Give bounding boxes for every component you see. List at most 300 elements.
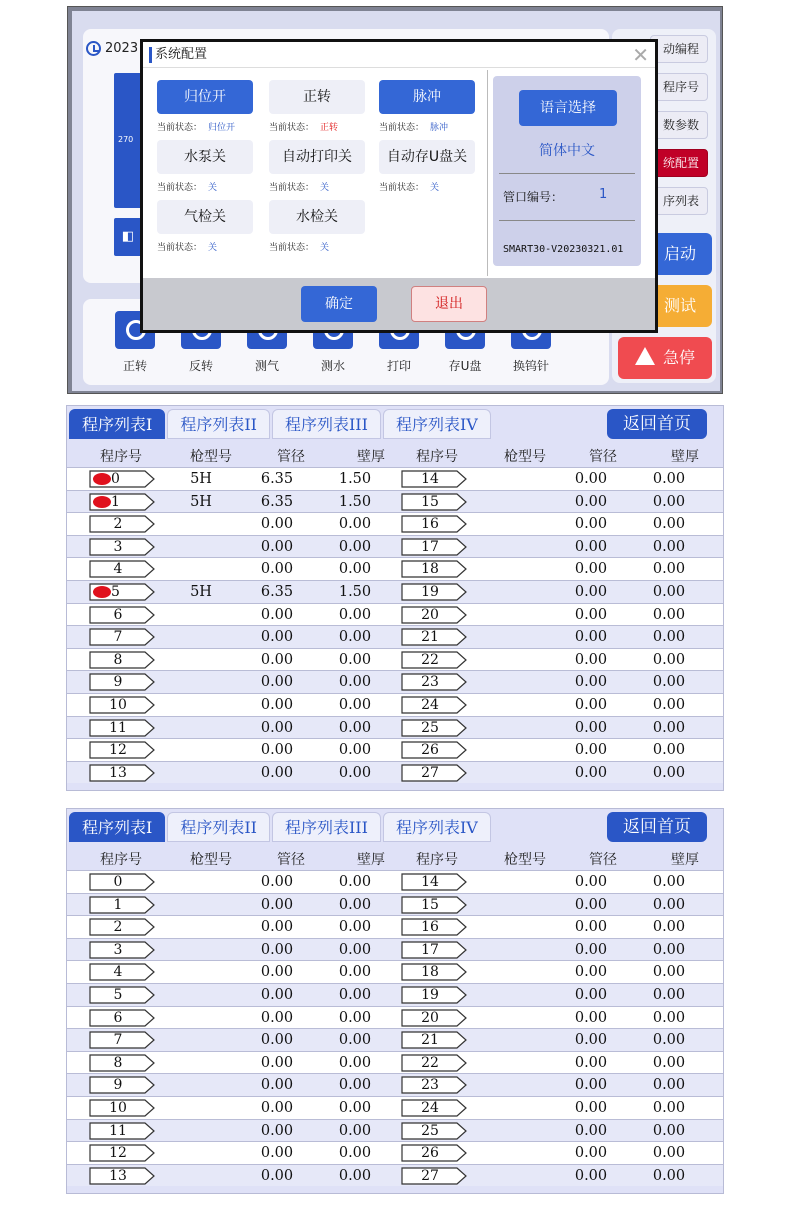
bottom-button-label: 换钨针 <box>512 359 549 373</box>
config-toggle-button[interactable]: 自动打印关 <box>269 140 365 174</box>
switch-grid <box>149 74 483 274</box>
pipe-diameter: 0.00 <box>260 764 294 781</box>
gun-model: 5H <box>190 583 212 600</box>
pipe-diameter: 0.00 <box>574 1032 608 1049</box>
gun-model <box>483 468 543 490</box>
bottom-button-label: 打印 <box>386 359 411 373</box>
program-number-button[interactable] <box>89 696 155 714</box>
status-value: 关 <box>430 183 440 193</box>
wall-thickness: 0.00 <box>338 964 372 981</box>
test-button[interactable]: 测试 <box>618 285 712 327</box>
language-select-button[interactable]: 语言选择 <box>519 90 617 126</box>
column-header: 枪型号 <box>190 449 232 465</box>
pipe-diameter: 0.00 <box>574 1099 608 1116</box>
program-number: 1 <box>111 493 120 510</box>
tab-program-list[interactable]: 程序列表III <box>272 812 381 842</box>
ok-button[interactable]: 确定 <box>301 286 377 322</box>
start-button[interactable]: 启动 <box>618 233 712 275</box>
gun-model <box>171 694 231 716</box>
program-number-button[interactable] <box>89 1167 155 1185</box>
pipe-diameter: 0.00 <box>574 764 608 781</box>
wall-thickness: 0.00 <box>652 919 686 936</box>
pipe-diameter: 6.35 <box>260 471 294 487</box>
program-number-button[interactable] <box>401 1099 467 1117</box>
gun-model <box>171 717 231 739</box>
wall-thickness: 0.00 <box>338 674 372 691</box>
program-number: 19 <box>421 583 439 600</box>
gun-model <box>171 626 231 648</box>
close-icon[interactable]: ✕ <box>632 43 649 67</box>
table-row <box>67 870 723 893</box>
system-config-dialog <box>140 39 658 333</box>
table-row <box>67 535 723 558</box>
wall-thickness: 0.00 <box>652 1032 686 1049</box>
table-row <box>67 960 723 983</box>
program-number: 2 <box>113 516 123 533</box>
pipe-diameter: 0.00 <box>574 941 608 958</box>
pipe-diameter: 0.00 <box>260 606 294 623</box>
program-number: 19 <box>421 986 439 1003</box>
config-toggle-button[interactable]: 归位开 <box>157 80 253 114</box>
program-number-button[interactable] <box>89 515 155 533</box>
wall-thickness: 0.00 <box>652 719 686 736</box>
pipe-diameter: 0.00 <box>574 874 608 890</box>
program-number-button[interactable] <box>401 1076 467 1094</box>
program-number: 24 <box>421 696 439 713</box>
bottom-button-label: 反转 <box>188 359 213 373</box>
clock-icon <box>86 41 101 56</box>
tab-program-list[interactable]: 程序列表IV <box>383 812 491 842</box>
gun-model <box>171 1007 231 1029</box>
pipe-diameter: 0.00 <box>260 516 294 533</box>
program-number-button[interactable] <box>401 673 467 691</box>
program-number-button[interactable] <box>89 560 155 578</box>
pipe-diameter: 0.00 <box>574 1145 608 1162</box>
gun-model <box>171 1029 231 1051</box>
program-number: 15 <box>421 896 439 913</box>
pipe-diameter: 0.00 <box>260 674 294 691</box>
wall-thickness: 0.00 <box>652 1054 686 1071</box>
wall-thickness: 0.00 <box>338 919 372 936</box>
program-number: 14 <box>421 874 439 890</box>
gun-model <box>171 604 231 626</box>
pipe-diameter: 0.00 <box>574 896 608 913</box>
pipe-diameter: 0.00 <box>260 1167 294 1184</box>
right-menu-item[interactable]: 动编程 <box>650 35 708 63</box>
wall-thickness: 0.00 <box>338 538 372 555</box>
program-number-button[interactable] <box>89 1122 155 1140</box>
gun-model <box>171 939 231 961</box>
wall-thickness: 0.00 <box>338 896 372 913</box>
column-header: 管径 <box>589 852 617 868</box>
program-number-button[interactable] <box>89 493 155 511</box>
program-number: 20 <box>421 1009 439 1026</box>
table-row <box>67 648 723 671</box>
gun-model <box>483 1052 543 1074</box>
gun-model <box>171 1142 231 1164</box>
exit-button[interactable]: 退出 <box>411 286 487 322</box>
program-number-button[interactable] <box>401 583 467 601</box>
table-row <box>67 1164 723 1187</box>
program-number: 9 <box>113 674 123 691</box>
program-number-button[interactable] <box>89 538 155 556</box>
status-prefix: 当前状态： <box>379 123 425 133</box>
column-header: 壁厚 <box>671 852 699 868</box>
wall-thickness: 0.00 <box>338 1032 372 1049</box>
tab-program-list[interactable]: 程序列表III <box>272 409 381 439</box>
pipe-diameter: 0.00 <box>574 1054 608 1071</box>
column-header: 程序号 <box>416 449 458 465</box>
table-row <box>67 1028 723 1051</box>
program-number-button[interactable] <box>401 1167 467 1185</box>
program-number: 14 <box>421 471 439 487</box>
program-number-button[interactable] <box>401 764 467 782</box>
program-number-button[interactable] <box>89 1099 155 1117</box>
wall-thickness: 1.50 <box>338 471 372 487</box>
hmi-main-screen <box>67 6 723 394</box>
wall-thickness: 0.00 <box>652 1145 686 1162</box>
gun-model <box>483 871 543 893</box>
program-number: 13 <box>109 764 127 781</box>
gun-model <box>483 739 543 761</box>
program-number-button[interactable] <box>401 493 467 511</box>
table-row <box>67 938 723 961</box>
program-number: 17 <box>421 538 439 555</box>
program-number: 12 <box>109 1145 127 1162</box>
pipe-diameter: 0.00 <box>574 651 608 668</box>
toggle-status <box>379 180 439 193</box>
pipe-diameter: 0.00 <box>260 1009 294 1026</box>
config-toggle-button[interactable]: 脉冲 <box>379 80 475 114</box>
wall-thickness: 0.00 <box>338 1167 372 1184</box>
gun-model <box>171 1165 231 1187</box>
program-number-button[interactable] <box>89 651 155 669</box>
program-number: 21 <box>421 629 439 646</box>
status-value: 脉冲 <box>430 123 449 133</box>
port-value[interactable]: 1 <box>599 187 608 202</box>
pipe-diameter: 0.00 <box>260 919 294 936</box>
program-number-button[interactable] <box>89 986 155 1004</box>
wall-thickness: 0.00 <box>652 471 686 487</box>
pipe-diameter: 0.00 <box>574 471 608 487</box>
program-number-button[interactable] <box>89 1054 155 1072</box>
program-number: 27 <box>421 764 439 781</box>
program-number-button[interactable] <box>401 719 467 737</box>
column-header: 管径 <box>589 449 617 465</box>
wall-thickness: 0.00 <box>338 1054 372 1071</box>
gun-model <box>171 1074 231 1096</box>
program-number-button[interactable] <box>89 470 155 488</box>
column-header: 壁厚 <box>671 449 699 465</box>
table-row <box>67 1096 723 1119</box>
column-header: 壁厚 <box>357 852 385 868</box>
program-number-button[interactable] <box>401 918 467 936</box>
firmware-version: SMART30-V20230321.01 <box>503 244 624 255</box>
program-number-button[interactable] <box>89 583 155 601</box>
pipe-diameter: 0.00 <box>574 719 608 736</box>
status-prefix: 当前状态： <box>157 183 203 193</box>
program-number: 11 <box>109 719 127 736</box>
status-prefix: 当前状态： <box>379 183 425 193</box>
gun-model <box>171 916 231 938</box>
program-number-button[interactable] <box>89 963 155 981</box>
wall-thickness: 0.00 <box>652 583 686 600</box>
program-number-button[interactable] <box>89 719 155 737</box>
pipe-diameter: 0.00 <box>260 964 294 981</box>
gun-model <box>171 536 231 558</box>
program-number-button[interactable] <box>401 1031 467 1049</box>
gun-model <box>483 513 543 535</box>
program-number-button[interactable] <box>89 873 155 891</box>
panel-icon: ◧ <box>121 229 135 244</box>
pipe-diameter: 0.00 <box>574 606 608 623</box>
program-number: 18 <box>421 964 439 981</box>
program-number-button[interactable] <box>401 1122 467 1140</box>
program-number: 8 <box>113 651 123 668</box>
table-row <box>67 670 723 693</box>
pipe-diameter: 0.00 <box>574 742 608 759</box>
config-toggle-button[interactable]: 自动存U盘关 <box>379 140 475 174</box>
pipe-diameter: 0.00 <box>260 1122 294 1139</box>
pipe-diameter: 0.00 <box>260 742 294 759</box>
wall-thickness: 0.00 <box>652 1167 686 1184</box>
gun-model <box>171 739 231 761</box>
emergency-stop-button[interactable] <box>618 337 712 379</box>
program-number-button[interactable] <box>89 741 155 759</box>
wall-thickness: 0.00 <box>652 896 686 913</box>
program-number-button[interactable] <box>89 1144 155 1162</box>
axis-value: 270 <box>118 135 134 144</box>
tab-program-list[interactable]: 程序列表I <box>69 409 165 439</box>
tab-program-list[interactable]: 程序列表I <box>69 812 165 842</box>
program-number-button[interactable] <box>401 651 467 669</box>
program-number-button[interactable] <box>401 515 467 533</box>
program-number: 10 <box>109 1099 127 1116</box>
program-number-button[interactable] <box>89 918 155 936</box>
program-number-button[interactable] <box>401 986 467 1004</box>
program-number: 0 <box>113 874 123 890</box>
program-number-button[interactable] <box>401 628 467 646</box>
status-prefix: 当前状态： <box>269 183 315 193</box>
table-row <box>67 580 723 603</box>
gun-model <box>483 1120 543 1142</box>
toggle-status <box>157 120 235 133</box>
status-value: 关 <box>208 243 218 253</box>
date-time <box>86 41 138 56</box>
tab-bar <box>69 812 493 842</box>
wall-thickness: 0.00 <box>652 941 686 958</box>
wall-thickness: 0.00 <box>652 516 686 533</box>
pipe-diameter: 0.00 <box>260 1054 294 1071</box>
program-number: 3 <box>113 538 123 555</box>
program-number: 23 <box>421 674 439 691</box>
wall-thickness: 1.50 <box>338 493 372 510</box>
program-number-button[interactable] <box>401 560 467 578</box>
program-number-button[interactable] <box>89 1009 155 1027</box>
program-number-button[interactable] <box>401 470 467 488</box>
pipe-diameter: 0.00 <box>574 1167 608 1184</box>
dialog-title: 系统配置 <box>143 42 655 68</box>
program-number-button[interactable] <box>401 873 467 891</box>
program-number: 5 <box>113 986 123 1003</box>
program-number: 16 <box>421 516 439 533</box>
status-prefix: 当前状态： <box>157 243 203 253</box>
pipe-diameter: 0.00 <box>574 674 608 691</box>
pipe-diameter: 0.00 <box>574 919 608 936</box>
wall-thickness: 0.00 <box>338 874 372 890</box>
gun-model <box>483 961 543 983</box>
right-menu-item[interactable]: 序列表 <box>650 187 708 215</box>
status-value: 关 <box>320 183 330 193</box>
status-prefix: 当前状态： <box>269 123 315 133</box>
program-number-button[interactable] <box>89 941 155 959</box>
pipe-diameter: 0.00 <box>574 1009 608 1026</box>
program-number-button[interactable] <box>401 606 467 624</box>
toggle-status <box>269 180 329 193</box>
gun-model <box>171 1052 231 1074</box>
program-number-button[interactable] <box>401 1054 467 1072</box>
gun-model <box>171 894 231 916</box>
tab-program-list[interactable]: 程序列表II <box>167 409 270 439</box>
program-number-button[interactable] <box>89 628 155 646</box>
gun-model <box>483 984 543 1006</box>
program-number-button[interactable] <box>89 1031 155 1049</box>
port-label: 管口编号： <box>503 190 564 204</box>
program-number: 5 <box>111 583 120 600</box>
wall-thickness: 0.00 <box>652 874 686 890</box>
pipe-diameter: 0.00 <box>260 651 294 668</box>
gun-model <box>483 717 543 739</box>
gun-model <box>483 1007 543 1029</box>
column-header: 枪型号 <box>190 852 232 868</box>
program-number: 4 <box>113 561 123 578</box>
wall-thickness: 0.00 <box>338 1099 372 1116</box>
config-toggle-button[interactable]: 正转 <box>269 80 365 114</box>
table-row <box>67 1051 723 1074</box>
program-number-button[interactable] <box>401 963 467 981</box>
program-number-button[interactable] <box>89 896 155 914</box>
back-home-button[interactable]: 返回首页 <box>607 409 707 439</box>
back-home-button[interactable]: 返回首页 <box>607 812 707 842</box>
gun-model <box>483 536 543 558</box>
toggle-status <box>269 240 329 253</box>
table-row <box>67 467 723 490</box>
program-number: 27 <box>421 1167 439 1184</box>
program-number-button[interactable] <box>401 696 467 714</box>
pipe-diameter: 0.00 <box>260 1032 294 1049</box>
wall-thickness: 0.00 <box>338 629 372 646</box>
dialog-divider <box>487 70 488 276</box>
wall-thickness: 0.00 <box>652 696 686 713</box>
program-table <box>67 467 723 783</box>
gun-model <box>483 649 543 671</box>
program-number-button[interactable] <box>401 741 467 759</box>
program-number-button[interactable] <box>401 1009 467 1027</box>
wall-thickness: 0.00 <box>652 493 686 510</box>
program-number-button[interactable] <box>89 606 155 624</box>
wall-thickness: 0.00 <box>652 1077 686 1094</box>
program-table <box>67 870 723 1186</box>
program-number: 12 <box>109 742 127 759</box>
column-header: 程序号 <box>100 852 142 868</box>
bottom-button-label: 正转 <box>122 359 147 373</box>
column-header: 壁厚 <box>357 449 385 465</box>
gun-model <box>483 1142 543 1164</box>
program-number: 6 <box>113 1009 123 1026</box>
pipe-diameter: 0.00 <box>574 696 608 713</box>
program-number-button[interactable] <box>401 1144 467 1162</box>
right-menu-item[interactable]: 程序号 <box>650 73 708 101</box>
wall-thickness: 0.00 <box>338 1145 372 1162</box>
config-toggle-button[interactable]: 水泵关 <box>157 140 253 174</box>
divider <box>499 220 635 221</box>
pipe-diameter: 0.00 <box>574 561 608 578</box>
wall-thickness: 0.00 <box>652 1099 686 1116</box>
pipe-diameter: 0.00 <box>260 874 294 890</box>
status-value: 关 <box>208 183 218 193</box>
pipe-diameter: 0.00 <box>260 1145 294 1162</box>
column-header: 程序号 <box>416 852 458 868</box>
program-number-button[interactable] <box>89 1076 155 1094</box>
right-menu-item[interactable]: 统配置 <box>650 149 708 177</box>
program-number: 2 <box>113 919 123 936</box>
program-number-button[interactable] <box>401 896 467 914</box>
toggle-status <box>269 120 338 133</box>
program-number: 20 <box>421 606 439 623</box>
tab-program-list[interactable]: 程序列表II <box>167 812 270 842</box>
pipe-diameter: 0.00 <box>260 1077 294 1094</box>
side-icon-button[interactable] <box>114 218 142 256</box>
wall-thickness: 0.00 <box>652 764 686 781</box>
gun-model <box>171 649 231 671</box>
gun-model <box>171 762 231 784</box>
program-number: 16 <box>421 919 439 936</box>
gun-model <box>483 1029 543 1051</box>
status-prefix: 当前状态： <box>269 243 315 253</box>
right-menu-item[interactable]: 数参数 <box>650 111 708 139</box>
status-value: 归位开 <box>208 123 236 133</box>
table-row <box>67 738 723 761</box>
table-row <box>67 983 723 1006</box>
status-prefix: 当前状态： <box>157 123 203 133</box>
toggle-status <box>157 180 217 193</box>
wall-thickness: 0.00 <box>652 561 686 578</box>
program-number-button[interactable] <box>89 764 155 782</box>
pipe-diameter: 0.00 <box>574 1122 608 1139</box>
config-toggle-button[interactable]: 水检关 <box>269 200 365 234</box>
wall-thickness: 0.00 <box>652 1122 686 1139</box>
table-row <box>67 603 723 626</box>
program-number-button[interactable] <box>401 538 467 556</box>
settings-panel <box>493 76 641 266</box>
pipe-diameter: 0.00 <box>574 493 608 510</box>
wall-thickness: 0.00 <box>338 1009 372 1026</box>
warning-icon <box>635 347 655 365</box>
column-header: 程序号 <box>100 449 142 465</box>
gun-model <box>483 581 543 603</box>
dialog-footer <box>143 278 655 330</box>
program-number-button[interactable] <box>401 941 467 959</box>
config-toggle-button[interactable]: 气检关 <box>157 200 253 234</box>
pipe-diameter: 0.00 <box>260 986 294 1003</box>
tab-program-list[interactable]: 程序列表IV <box>383 409 491 439</box>
program-number-button[interactable] <box>89 673 155 691</box>
program-number: 21 <box>421 1032 439 1049</box>
wall-thickness: 0.00 <box>652 1009 686 1026</box>
gun-model <box>483 491 543 513</box>
program-number: 23 <box>421 1077 439 1094</box>
table-row <box>67 557 723 580</box>
